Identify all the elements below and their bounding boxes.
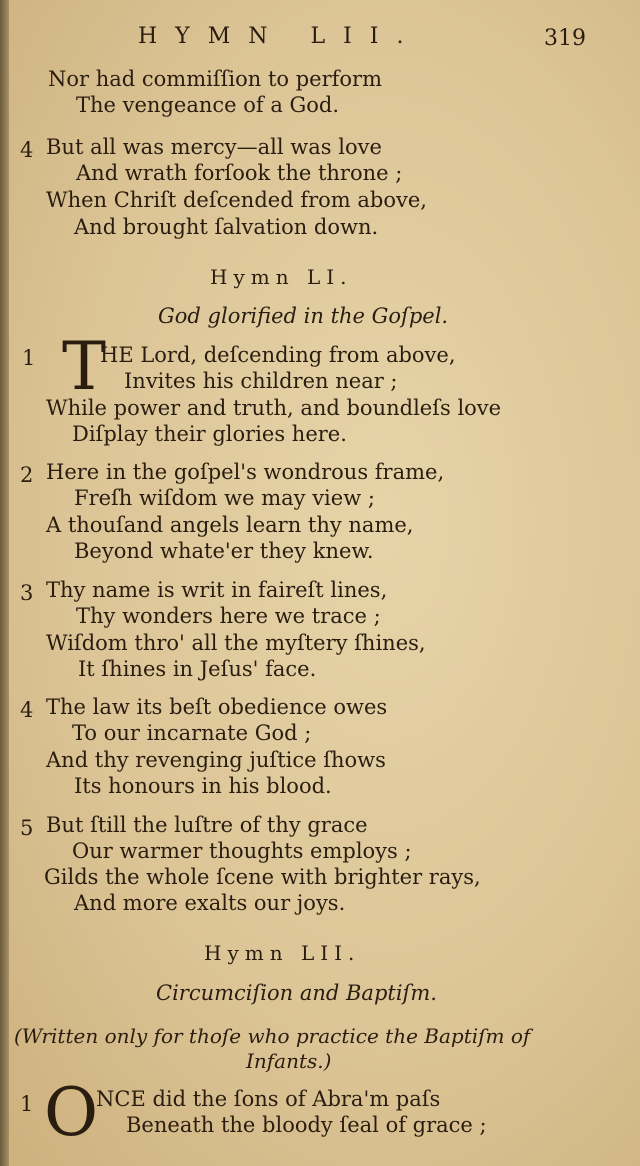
verse-line: When Chriſt deſcended from above,: [46, 188, 427, 212]
hymn-note: (Written only for thoſe who practice the Baptiſm of: [14, 1024, 531, 1048]
drop-cap: T: [62, 328, 107, 405]
verse-line: While power and truth, and boundleſs love: [46, 396, 502, 420]
verse-line: Its honours in his blood.: [74, 774, 332, 798]
verse-line: Beyond whate'er they knew.: [74, 539, 374, 563]
verse-line: Invites his children near ;: [124, 369, 398, 393]
verse-line: Here in the goſpel's wondrous frame,: [46, 460, 445, 484]
verse-line: Thy wonders here we trace ;: [76, 604, 381, 628]
verse-line: To our incarnate God ;: [72, 721, 312, 745]
verse-line: Nor had commiſſion to perform: [48, 67, 382, 91]
verse-line: Wiſdom thro' all the myſtery ſhines,: [46, 631, 426, 655]
hymn-title: Hymn LI.: [210, 265, 353, 289]
verse-line: Gilds the whole ſcene with brighter rays,: [44, 865, 481, 889]
page-number: 319: [544, 26, 586, 51]
verse-line: Our warmer thoughts employs ;: [72, 839, 412, 863]
verse-line: Thy name is writ in faireſt lines,: [46, 578, 388, 602]
verse-line: Beneath the bloody ſeal of grace ;: [126, 1113, 487, 1137]
verse-line: The vengeance of a God.: [76, 93, 340, 117]
stanza-number: 1: [22, 346, 36, 370]
verse-line: The law its beſt obedience owes: [46, 695, 388, 719]
verse-line: Freſh wiſdom we may view ;: [74, 486, 375, 510]
hymn-subtitle: Circumciſion and Baptiſm.: [156, 981, 437, 1005]
running-title: HYMN LII.: [138, 24, 422, 49]
verse-line: But all was mercy—all was love: [46, 135, 382, 159]
drop-cap: O: [44, 1074, 99, 1151]
hymn-title: Hymn LII.: [204, 941, 361, 965]
hymn-note: Infants.): [246, 1049, 332, 1073]
verse-line: It ſhines in Jeſus' face.: [78, 657, 317, 681]
verse-line: NCE did the ſons of Abra'm paſs: [96, 1087, 441, 1111]
hymn-subtitle: God glorified in the Goſpel.: [158, 304, 449, 328]
stanza-number: 3: [20, 581, 34, 605]
stanza-number: 5: [20, 816, 34, 840]
stanza-number: 4: [20, 138, 34, 162]
verse-line: Diſplay their glories here.: [72, 422, 347, 446]
stanza-number: 4: [20, 698, 34, 722]
stanza-number: 1: [20, 1092, 34, 1116]
verse-line: And more exalts our joys.: [74, 891, 346, 915]
verse-line: A thouſand angels learn thy name,: [46, 513, 414, 537]
verse-line: And brought ſalvation down.: [74, 215, 379, 239]
verse-line: But ſtill the luſtre of thy grace: [46, 813, 368, 837]
verse-line: HE Lord, deſcending from above,: [100, 343, 456, 367]
verse-line: And thy revenging juſtice ſhows: [46, 748, 386, 772]
verse-line: And wrath forſook the throne ;: [76, 161, 403, 185]
stanza-number: 2: [20, 463, 34, 487]
